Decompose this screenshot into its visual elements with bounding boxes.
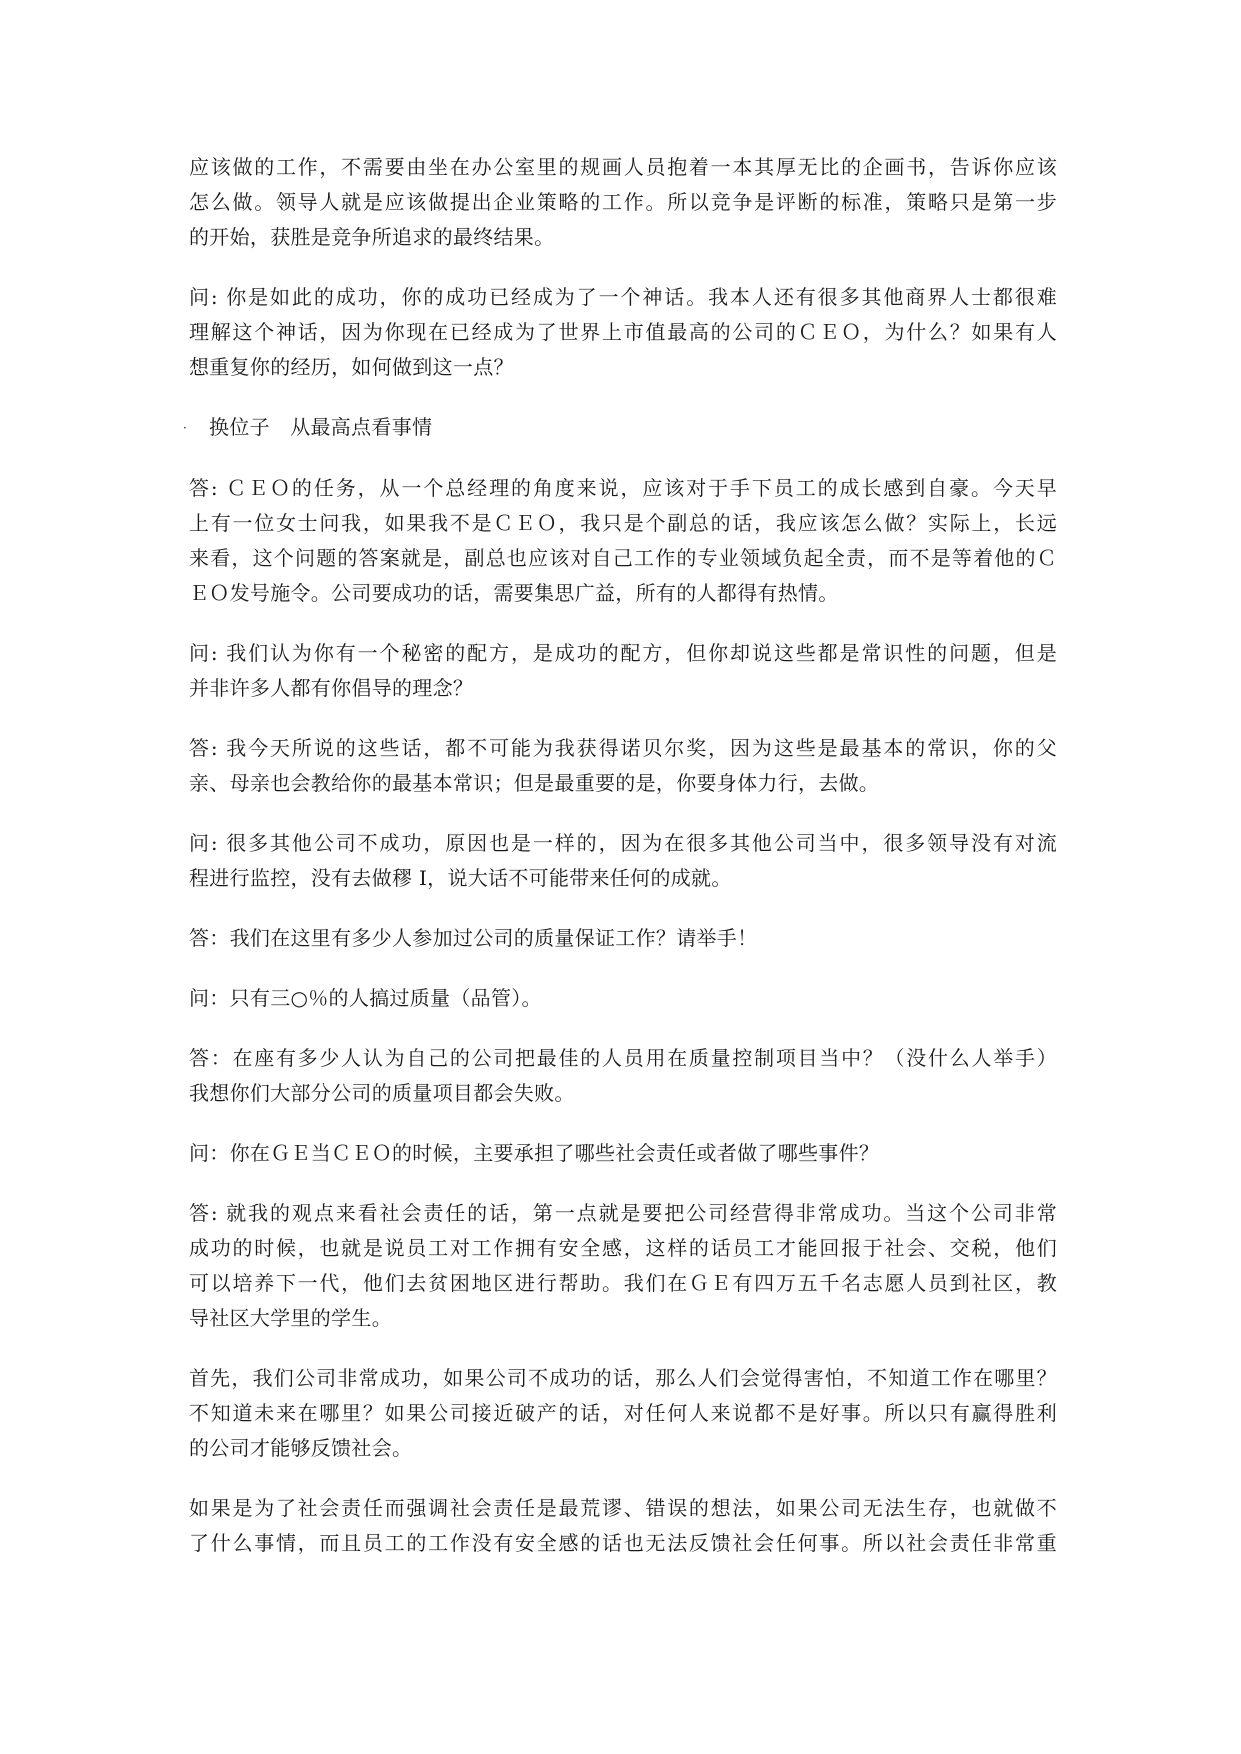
document-body: [183, 150, 1057, 1586]
text-line: 并非许多人都有你倡导的理念？: [189, 676, 474, 700]
paragraph-1: [189, 150, 1057, 255]
text-line: 如果是为了社会责任而强调社会责任是最荒谬、错误的想法，如果公司无法生存，也就做不: [189, 1496, 1057, 1520]
paragraph-answer-1: [189, 471, 1057, 611]
text-line: 来看，这个问题的答案就是，副总也应该对自己工作的专业领域负起全责，而不是等着他的Ｃ: [189, 546, 1057, 570]
text-line: ＥＯ发号施令。公司要成功的话，需要集思广益，所有的人都得有热情。: [189, 581, 839, 605]
bullet-icon: ·: [183, 421, 188, 435]
text-line: 可以培养下一代，他们去贫困地区进行帮助。我们在ＧＥ有四万五千名志愿人员到社区，教: [189, 1271, 1057, 1295]
text-line: 应该做的工作，不需要由坐在办公室里的规画人员抱着一本其厚无比的企画书，告诉你应该: [189, 155, 1057, 179]
text-line: 答: 我今天所说的这些话，都不可能为我获得诺贝尔奖，因为这些是最基本的常识，你的父: [189, 736, 1057, 760]
text-line: 答：我们在这里有多少人参加过公司的质量保证工作？请举手！: [189, 926, 758, 950]
text-line: 理解这个神话，因为你现在已经成为了世界上市值最高的公司的ＣＥＯ，为什么？如果有人: [189, 320, 1057, 344]
text-line: 问: 你是如此的成功，你的成功已经成为了一个神话。我本人还有很多其他商界人士都很难: [189, 285, 1057, 309]
section-heading-text: 换位子 从最高点看事情: [209, 415, 433, 439]
paragraph-answer-3: [189, 921, 1057, 956]
text-line: 问：你在ＧＥ当ＣＥＯ的时候，主要承担了哪些社会责任或者做了哪些事件？: [189, 1141, 880, 1165]
paragraph-answer-4: [189, 1041, 1057, 1111]
paragraph-body-2: [189, 1491, 1057, 1561]
text-line: 答: 就我的观点来看社会责任的话，第一点就是要把公司经营得非常成功。当这个公司非常: [189, 1201, 1057, 1225]
text-line: 问: 我们认为你有一个秘密的配方，是成功的配方，但你却说这些都是常识性的问题，但是: [189, 641, 1057, 665]
text-line: 问: 很多其他公司不成功，原因也是一样的，因为在很多其他公司当中，很多领导没有对流: [189, 831, 1057, 855]
text-line: 的公司才能够反馈社会。: [189, 1436, 413, 1460]
text-line: 导社区大学里的学生。: [189, 1306, 392, 1330]
text-line: 问：只有三○％的人搞过质量（品管）。: [189, 986, 542, 1010]
paragraph-body-1: [189, 1361, 1057, 1466]
text-line: 成功的时候，也就是说员工对工作拥有安全感，这样的话员工才能回报于社会、交税，他们: [189, 1236, 1057, 1260]
paragraph-question-4: [189, 981, 1057, 1016]
text-line: 不知道未来在哪里？如果公司接近破产的话，对任何人来说都不是好事。所以只有赢得胜利: [189, 1401, 1057, 1425]
text-line: 答：在座有多少人认为自己的公司把最佳的人员用在质量控制项目当中？（没什么人举手）: [189, 1046, 1057, 1070]
text-line: 怎么做。领导人就是应该做提出企业策略的工作。所以竞争是评断的标准，策略只是第一步: [189, 190, 1057, 214]
text-line: 想重复你的经历，如何做到这一点？: [189, 355, 514, 379]
text-line: 答: ＣＥＯ的任务，从一个总经理的角度来说，应该对于手下员工的成长感到自豪。今天早: [189, 476, 1057, 500]
text-line: 的开始，获胜是竞争所追求的最终结果。: [189, 225, 555, 249]
paragraph-question-1: [189, 280, 1057, 385]
text-line: 程进行监控，没有去做穋 I，说大话不可能带来任何的成就。: [189, 866, 732, 890]
paragraph-question-3: [189, 826, 1057, 896]
text-line: 了什么事情，而且员工的工作没有安全感的话也无法反馈社会任何事。所以社会责任非常重: [189, 1531, 1057, 1555]
paragraph-question-5: [189, 1136, 1057, 1171]
paragraph-question-2: [189, 636, 1057, 706]
text-line: 我想你们大部分公司的质量项目都会失败。: [189, 1081, 575, 1105]
section-heading: [183, 410, 1057, 446]
paragraph-answer-5: [189, 1196, 1057, 1336]
text-line: 上有一位女士问我，如果我不是ＣＥＯ，我只是个副总的话，我应该怎么做？实际上，长远: [189, 511, 1057, 535]
text-line: 首先，我们公司非常成功，如果公司不成功的话，那么人们会觉得害怕，不知道工作在哪里？: [189, 1366, 1057, 1390]
paragraph-answer-2: [189, 731, 1057, 801]
text-line: 亲、母亲也会教给你的最基本常识；但是最重要的是，你要身体力行，去做。: [189, 771, 880, 795]
